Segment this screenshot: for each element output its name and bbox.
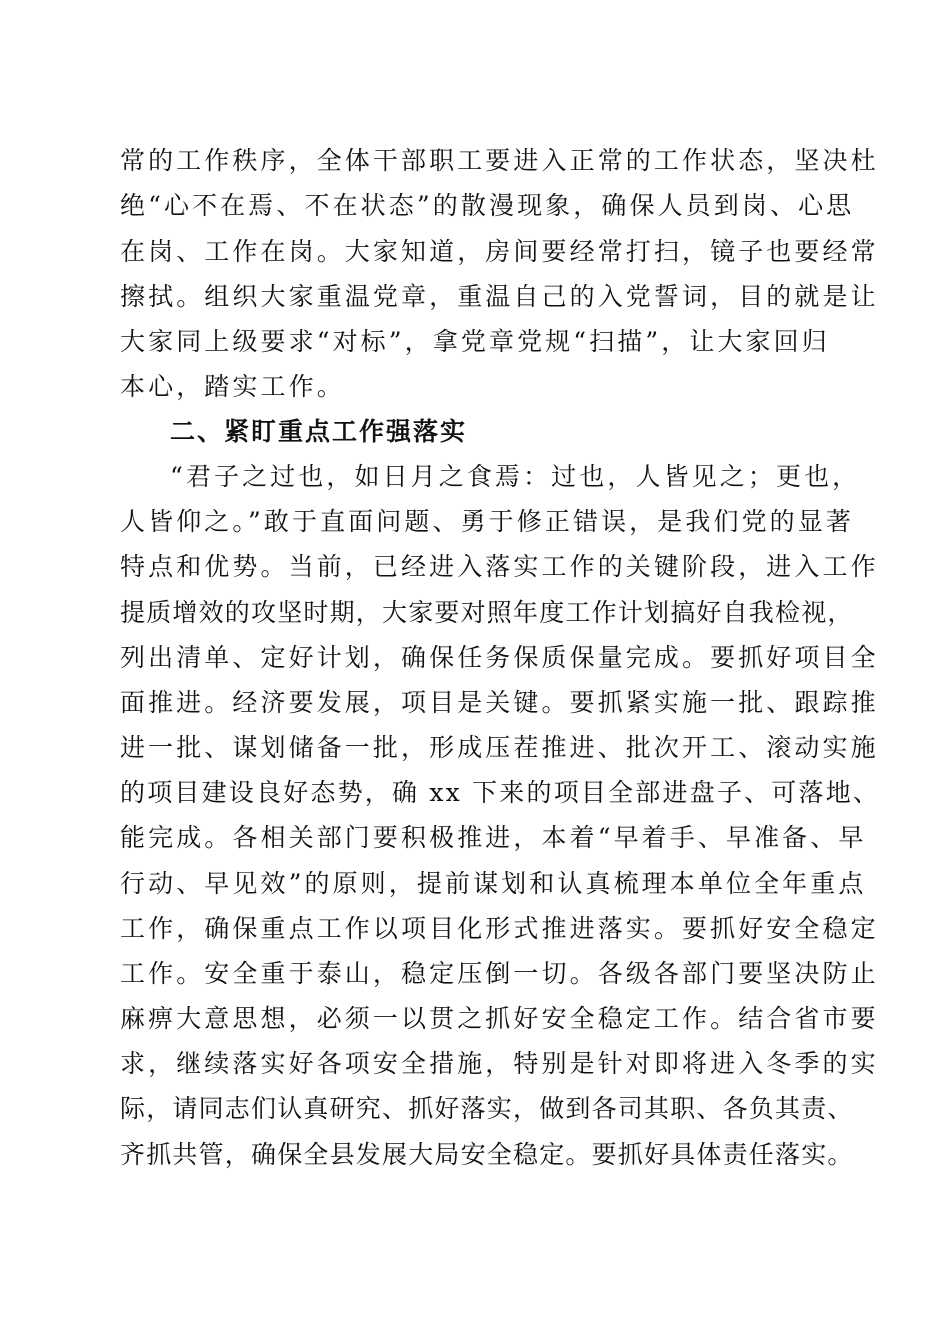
paragraph-2-line-14: 求，继续落实好各项安全措施，特别是针对即将进入冬季的实 xyxy=(120,1049,879,1078)
paragraph-2-line-5: 列出清单、定好计划，确保任务保质保量完成。要抓好项目全 xyxy=(120,643,879,672)
paragraph-2-line-13: 麻痹大意思想，必须一以贯之抓好安全稳定工作。结合省市要 xyxy=(120,1004,879,1033)
paragraph-1-line-6: 本心，踏实工作。 xyxy=(120,372,345,401)
paragraph-2-line-10: 行动、早见效”的原则，提前谋划和认真梳理本单位全年重点 xyxy=(120,869,867,898)
paragraph-2-line-12: 工作。安全重于泰山，稳定压倒一切。各级各部门要坚决防止 xyxy=(120,959,879,988)
paragraph-2-line-9: 能完成。各相关部门要积极推进，本着“早着手、早准备、早 xyxy=(120,823,867,852)
paragraph-2-line-8: 的项目建设良好态势，确 xx 下来的项目全部进盘子、可落地、 xyxy=(120,778,881,807)
section-heading: 二、紧盯重点工作强落实 xyxy=(170,417,468,446)
paragraph-2-line-16: 齐抓共管，确保全县发展大局安全稳定。要抓好具体责任落实。 xyxy=(120,1140,854,1169)
paragraph-2-line-3: 特点和优势。当前，已经进入落实工作的关键阶段，进入工作 xyxy=(120,552,879,581)
paragraph-1-line-3: 在岗、工作在岗。大家知道，房间要经常打扫，镜子也要经常 xyxy=(120,237,879,266)
paragraph-1-line-5: 大家同上级要求“对标”，拿党章党规“扫描”，让大家回归 xyxy=(120,327,830,356)
paragraph-2-line-1: “君子之过也，如日月之食焉：过也，人皆见之；更也， xyxy=(170,462,861,491)
paragraph-2-line-6: 面推进。经济要发展，项目是关键。要抓紧实施一批、跟踪推 xyxy=(120,688,879,717)
paragraph-2-line-2: 人皆仰之。”敢于直面问题、勇于修正错误，是我们党的显著 xyxy=(120,507,854,536)
paragraph-2-line-4: 提质增效的攻坚时期，大家要对照年度工作计划搞好自我检视， xyxy=(120,598,854,627)
paragraph-1-line-1: 常的工作秩序，全体干部职工要进入正常的工作状态，坚决杜 xyxy=(120,146,879,175)
paragraph-2-line-7: 进一批、谋划储备一批，形成压茬推进、批次开工、滚动实施 xyxy=(120,733,879,762)
paragraph-1-line-2: 绝“心不在焉、不在状态”的散漫现象，确保人员到岗、心思 xyxy=(120,191,855,220)
paragraph-2-line-15: 际，请同志们认真研究、抓好落实，做到各司其职、各负其责、 xyxy=(120,1094,854,1123)
paragraph-2-line-11: 工作，确保重点工作以项目化形式推进落实。要抓好安全稳定 xyxy=(120,914,879,943)
paragraph-1-line-4: 擦拭。组织大家重温党章，重温自己的入党誓词，目的就是让 xyxy=(120,282,879,311)
